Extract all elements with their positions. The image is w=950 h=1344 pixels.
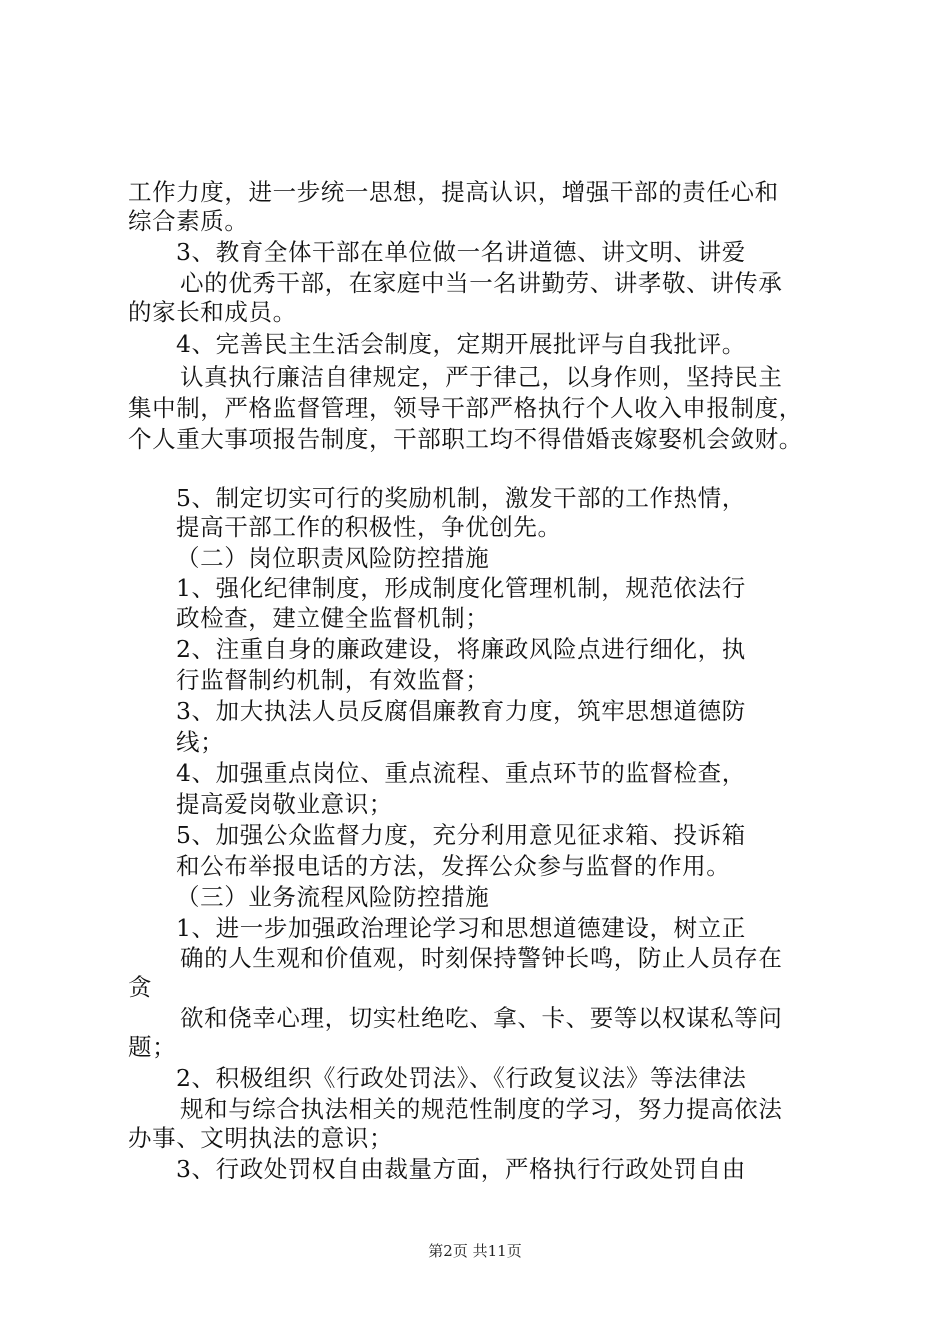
body-text-line: 个人重大事项报告制度，干部职工均不得借婚丧嫁娶机会敛财。 bbox=[128, 425, 803, 453]
body-text-line: 2、注重自身的廉政建设，将廉政风险点进行细化，执 bbox=[176, 635, 746, 663]
body-text-line: 工作力度，进一步统一思想，提高认识，增强干部的责任心和 bbox=[128, 178, 779, 206]
body-text-line: 3、行政处罚权自由裁量方面，严格执行行政处罚自由 bbox=[176, 1155, 746, 1183]
body-text-line: 规和与综合执法相关的规范性制度的学习，努力提高依法 bbox=[180, 1095, 783, 1123]
body-text-line: 提高爱岗敬业意识； bbox=[176, 790, 393, 818]
section-heading: （二）岗位职责风险防控措施 bbox=[176, 544, 490, 572]
body-text-line: 5、加强公众监督力度，充分利用意见征求箱、投诉箱 bbox=[176, 821, 746, 849]
body-text-line: 贪 bbox=[128, 973, 153, 1001]
body-text-line: 认真执行廉洁自律规定，严于律己，以身作则，坚持民主 bbox=[180, 363, 783, 391]
body-text-line: 题； bbox=[128, 1033, 177, 1061]
body-text-line: 集中制，严格监督管理，领导干部严格执行个人收入申报制度， bbox=[128, 394, 803, 422]
body-text-line: 心的优秀干部，在家庭中当一名讲勤劳、讲孝敬、讲传承 bbox=[180, 269, 783, 297]
body-text-line: 和公布举报电话的方法，发挥公众参与监督的作用。 bbox=[176, 852, 731, 880]
body-text-line: 办事、文明执法的意识； bbox=[128, 1124, 394, 1152]
body-text-line: 4、完善民主生活会制度，定期开展批评与自我批评。 bbox=[176, 330, 746, 358]
body-text-line: 线； bbox=[176, 728, 225, 756]
body-text-line: 3、教育全体干部在单位做一名讲道德、讲文明、讲爱 bbox=[176, 238, 746, 266]
body-text-line: 确的人生观和价值观，时刻保持警钟长鸣，防止人员存在 bbox=[180, 944, 783, 972]
body-text-line: 1、进一步加强政治理论学习和思想道德建设，树立正 bbox=[176, 914, 746, 942]
body-text-line: 的家长和成员。 bbox=[128, 298, 297, 326]
body-text-line: 2、积极组织《行政处罚法》、《行政复议法》等法律法 bbox=[176, 1064, 747, 1092]
body-text-line: 1、强化纪律制度，形成制度化管理机制，规范依法行 bbox=[176, 574, 746, 602]
body-text-line: 5、制定切实可行的奖励机制，激发干部的工作热情， bbox=[176, 484, 746, 512]
body-text-line: 4、加强重点岗位、重点流程、重点环节的监督检查， bbox=[176, 759, 746, 787]
body-text-line: 综合素质。 bbox=[128, 207, 249, 235]
body-text-line: 政检查，建立健全监督机制； bbox=[176, 604, 490, 632]
page-number-footer: 第2页 共11页 bbox=[428, 1242, 522, 1260]
body-text-line: 3、加大执法人员反腐倡廉教育力度，筑牢思想道德防 bbox=[176, 697, 746, 725]
body-text-line: 欲和侥幸心理，切实杜绝吃、拿、卡、要等以权谋私等问 bbox=[180, 1004, 783, 1032]
body-text-line: 提高干部工作的积极性，争优创先。 bbox=[176, 513, 562, 541]
body-text-line: 行监督制约机制，有效监督； bbox=[176, 666, 490, 694]
section-heading: （三）业务流程风险防控措施 bbox=[176, 883, 490, 911]
